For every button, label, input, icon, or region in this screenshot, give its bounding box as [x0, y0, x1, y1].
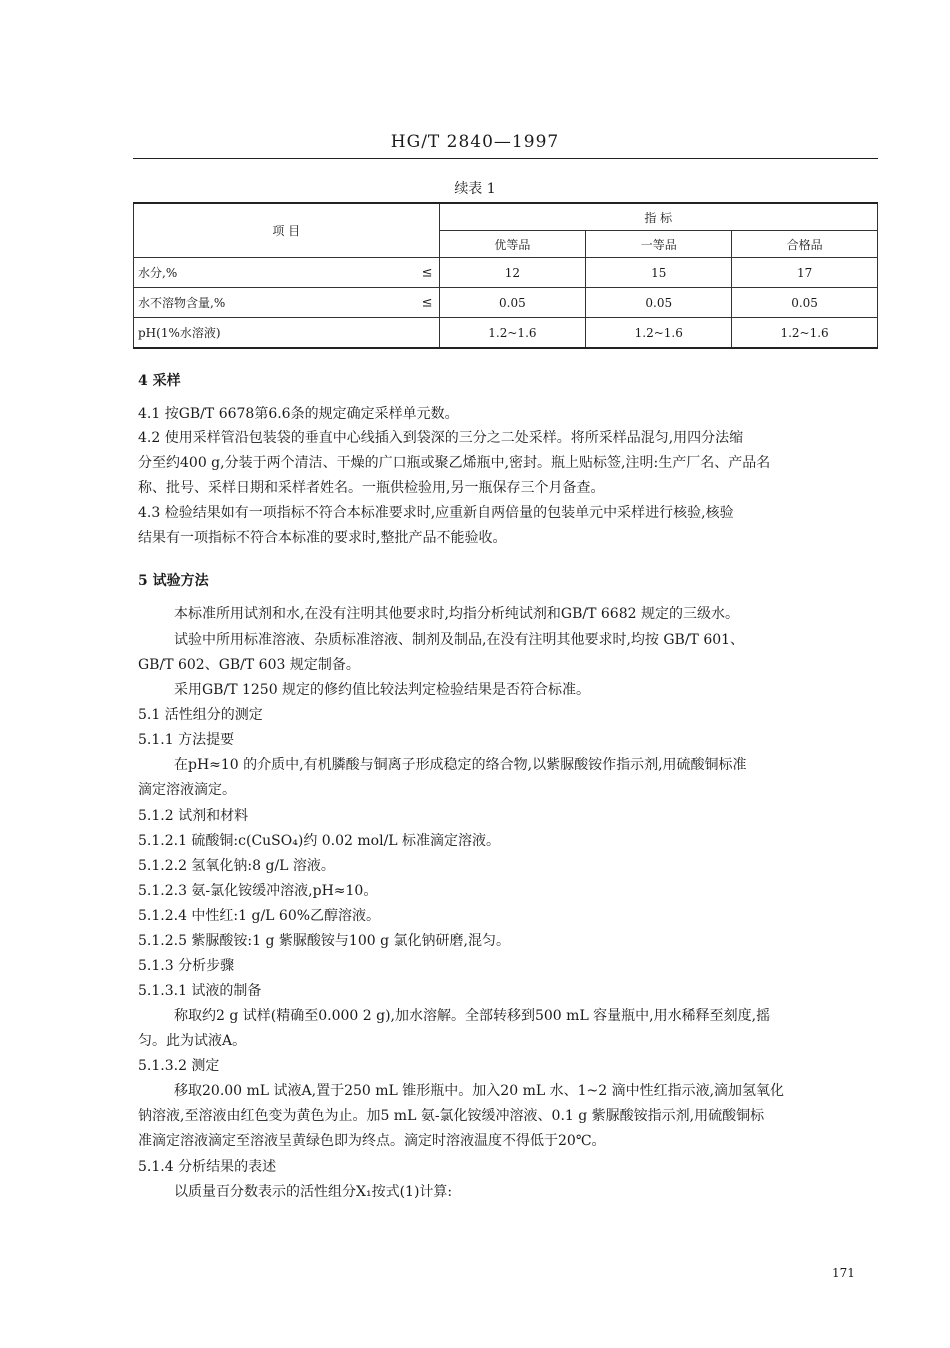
header-rule	[133, 158, 878, 159]
row-operator: ≤	[421, 265, 433, 280]
clause-5-1-3-1-text-line2: 匀。此为试液A。	[138, 1033, 247, 1049]
row-name-cell	[134, 258, 440, 288]
row-name: pH(1%水溶液)	[138, 326, 221, 340]
clause-4-3-line2: 结果有一项指标不符合本标准的要求时,整批产品不能验收。	[138, 530, 507, 546]
clause-4-1: 4.1 按GB/T 6678第6.6条的规定确定采样单元数。	[138, 406, 459, 422]
section-5-heading: 5 试验方法	[138, 573, 209, 589]
row-value: 1.2~1.6	[732, 318, 878, 349]
standard-code-header: HG/T 2840—1997	[390, 132, 560, 152]
clause-4-2-line3: 称、批号、采样日期和采样者姓名。一瓶供检验用,另一瓶保存三个月备查。	[138, 480, 605, 496]
clause-5-1-2-2: 5.1.2.2 氢氧化钠:8 g/L 溶液。	[138, 858, 335, 874]
clause-5-1-2-4: 5.1.2.4 中性红:1 g/L 60%乙醇溶液。	[138, 908, 381, 924]
section-4-heading: 4 采样	[138, 373, 181, 389]
row-value: 1.2~1.6	[586, 318, 732, 349]
item-header: 项 目	[134, 203, 440, 258]
s5-paragraph-3: 采用GB/T 1250 规定的修约值比较法判定检验结果是否符合标准。	[174, 682, 591, 698]
clause-5-1-1-text-line2: 滴定溶液滴定。	[138, 782, 236, 798]
s5-paragraph-2-line2: GB/T 602、GB/T 603 规定制备。	[138, 657, 360, 673]
clause-5-1-2-3: 5.1.2.3 氨-氯化铵缓冲溶液,pH≈10。	[138, 883, 378, 899]
row-name: 水不溶物含量,%	[138, 296, 226, 310]
row-operator: ≤	[421, 295, 433, 310]
spec-table	[133, 202, 878, 349]
grade-header-first: 一等品	[586, 231, 732, 258]
clause-5-1-2-5: 5.1.2.5 紫脲酸铵:1 g 紫脲酸铵与100 g 氯化钠研磨,混匀。	[138, 933, 510, 949]
clause-5-1-1-text-line1: 在pH≈10 的介质中,有机膦酸与铜离子形成稳定的络合物,以紫脲酸铵作指示剂,用硫酸铜标准	[174, 757, 747, 773]
clause-5-1-3-2-text-line1: 移取20.00 mL 试液A,置于250 mL 锥形瓶中。加入20 mL 水、1~2 滴中性红指示液,滴加氢氧化	[174, 1083, 785, 1099]
clause-4-2-line1: 4.2 使用采样管沿包装袋的垂直中心线插入到袋深的三分之二处采样。将所采样品混匀,用四分法缩	[138, 430, 744, 446]
clause-4-3-line1: 4.3 检验结果如有一项指标不符合本标准要求时,应重新自两倍量的包装单元中采样进行核验,核验	[138, 505, 734, 521]
table-row	[134, 258, 878, 288]
clause-5-1-3-2-text-line2: 钠溶液,至溶液由红色变为黄色为止。加5 mL 氨-氯化铵缓冲溶液、0.1 g 紫脲酸铵指示剂,用硫酸铜标	[138, 1108, 765, 1124]
clause-5-1: 5.1 活性组分的测定	[138, 707, 263, 723]
clause-5-1-3-2-text-line3: 准滴定溶液滴定至溶液呈黄绿色即为终点。滴定时溶液温度不得低于20℃。	[138, 1133, 606, 1149]
row-value: 1.2~1.6	[439, 318, 586, 349]
clause-5-1-3-1-text-line1: 称取约2 g 试样(精确至0.000 2 g),加水溶解。全部转移到500 mL 容量瓶中,用水稀释至刻度,摇	[174, 1008, 771, 1024]
page-number: 171	[832, 1266, 855, 1280]
table-caption: 续表 1	[454, 181, 496, 197]
row-value: 0.05	[586, 288, 732, 318]
clause-5-1-4-text: 以质量百分数表示的活性组分X₁按式(1)计算:	[174, 1184, 453, 1200]
row-value: 15	[586, 258, 732, 288]
row-name-cell	[134, 288, 440, 318]
table-header-row	[134, 203, 878, 231]
clause-5-1-4: 5.1.4 分析结果的表述	[138, 1159, 277, 1175]
clause-4-2-line2: 分至约400 g,分装于两个清洁、干燥的广口瓶或聚乙烯瓶中,密封。瓶上贴标签,注明:生产厂名、产品名	[138, 455, 771, 471]
row-name: 水分,%	[138, 266, 178, 280]
clause-5-1-2: 5.1.2 试剂和材料	[138, 808, 249, 824]
index-header: 指 标	[439, 203, 878, 231]
clause-5-1-3-2: 5.1.3.2 测定	[138, 1058, 220, 1074]
row-value: 0.05	[439, 288, 586, 318]
grade-header-premium: 优等品	[439, 231, 586, 258]
table-row	[134, 318, 878, 349]
grade-header-qualified: 合格品	[732, 231, 878, 258]
row-name-cell	[134, 318, 440, 349]
clause-5-1-2-1: 5.1.2.1 硫酸铜:c(CuSO₄)约 0.02 mol/L 标准滴定溶液。	[138, 833, 501, 849]
clause-5-1-1: 5.1.1 方法提要	[138, 732, 235, 748]
row-value: 17	[732, 258, 878, 288]
table-row	[134, 288, 878, 318]
s5-paragraph-2-line1: 试验中所用标准溶液、杂质标准溶液、制剂及制品,在没有注明其他要求时,均按 GB/T 601、	[174, 632, 745, 648]
clause-5-1-3: 5.1.3 分析步骤	[138, 958, 235, 974]
clause-5-1-3-1: 5.1.3.1 试液的制备	[138, 983, 262, 999]
row-value: 0.05	[732, 288, 878, 318]
row-value: 12	[439, 258, 586, 288]
s5-paragraph-1: 本标准所用试剂和水,在没有注明其他要求时,均指分析纯试剂和GB/T 6682 规定的三级水。	[174, 606, 739, 622]
